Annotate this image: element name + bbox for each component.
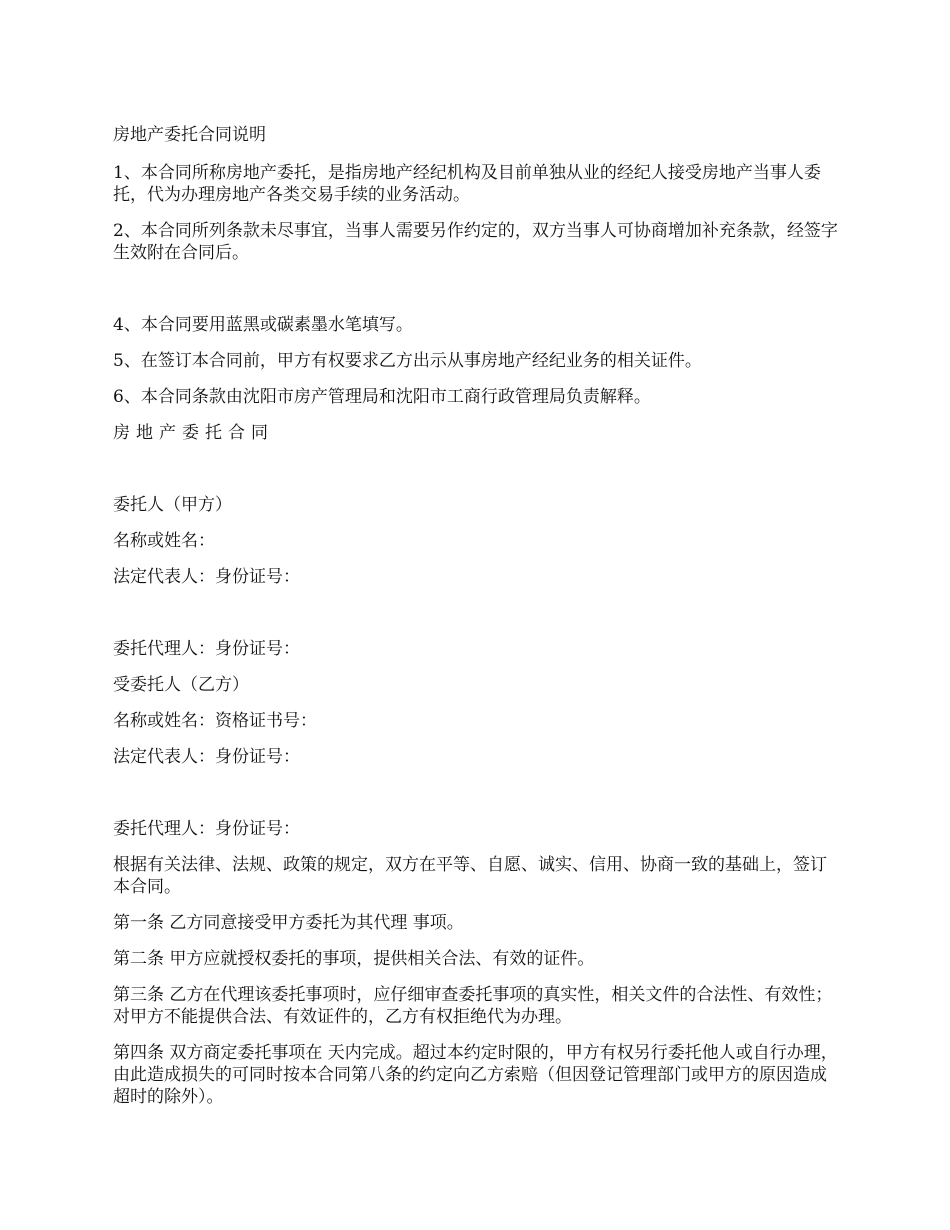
principal-agent-field: 委托代理人：身份证号： bbox=[113, 639, 300, 659]
contract-title: 房地产委托合同 bbox=[113, 423, 274, 443]
trustee-agent-field: 委托代理人：身份证号： bbox=[113, 819, 300, 839]
explanation-item-4: 4、本合同要用蓝黑或碳素墨水笔填写。 bbox=[113, 315, 413, 335]
explanation-item-1: 1、本合同所称房地产委托，是指房地产经纪机构及目前单独从业的经纪人接受房地产当事人委托，代为办理房地产各类交易手续的业务活动。 bbox=[113, 163, 821, 205]
trustee-name-field: 名称或姓名：资格证书号： bbox=[113, 711, 317, 731]
article-1: 第一条 乙方同意接受甲方委托为其代理 事项。 bbox=[113, 913, 464, 933]
principal-name-field: 名称或姓名： bbox=[113, 531, 215, 551]
principal-heading: 委托人（甲方） bbox=[113, 495, 232, 515]
trustee-heading: 受委托人（乙方） bbox=[113, 675, 249, 695]
article-3: 第三条 乙方在代理该委托事项时，应仔细审查委托事项的真实性，相关文件的合法性、有效性；对甲方不能提供合法、有效证件的，乙方有权拒绝代为办理。 bbox=[113, 985, 833, 1027]
contract-preamble: 根据有关法律、法规、政策的规定，双方在平等、自愿、诚实、信用、协商一致的基础上，签订本合同。 bbox=[113, 855, 827, 897]
explanation-item-6: 6、本合同条款由沈阳市房产管理局和沈阳市工商行政管理局负责解释。 bbox=[113, 387, 651, 407]
principal-legal-rep-field: 法定代表人：身份证号： bbox=[113, 567, 300, 587]
explanation-item-5: 5、在签订本合同前，甲方有权要求乙方出示从事房地产经纪业务的相关证件。 bbox=[113, 351, 702, 371]
article-2: 第二条 甲方应就授权委托的事项，提供相关合法、有效的证件。 bbox=[113, 949, 595, 969]
explanation-title: 房地产委托合同说明 bbox=[113, 125, 266, 145]
trustee-legal-rep-field: 法定代表人：身份证号： bbox=[113, 747, 300, 767]
explanation-item-2: 2、本合同所列条款未尽事宜，当事人需要另作约定的，双方当事人可协商增加补充条款，经签字生效附在合同后。 bbox=[113, 221, 838, 263]
article-4: 第四条 双方商定委托事项在 天内完成。超过本约定时限的，甲方有权另行委托他人或自行办理，由此造成损失的可同时按本合同第八条的约定向乙方索赔（但因登记管理部门或甲方的原因造成超时的除外）。 bbox=[113, 1043, 838, 1107]
